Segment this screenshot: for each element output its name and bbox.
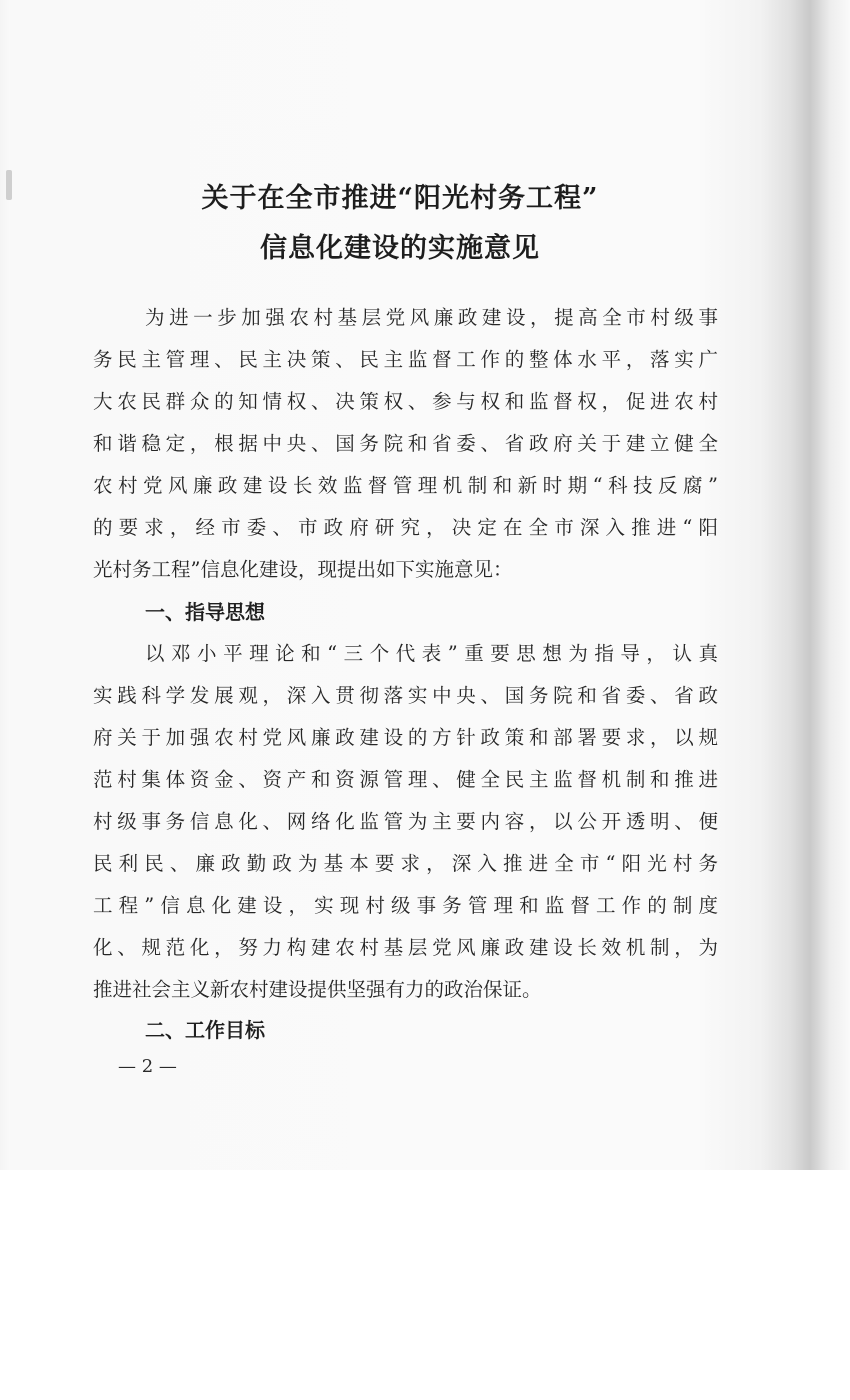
section1-line: 化、规范化，努力构建农村基层党风廉政建设长效机制，为 (93, 936, 718, 959)
section1-line: 府关于加强农村党风廉政建设的方针政策和部署要求，以规 (93, 726, 718, 749)
intro-line: 大农民群众的知情权、决策权、参与权和监督权，促进农村 (93, 390, 718, 413)
section1-line: 范村集体资金、资产和资源管理、健全民主监督机制和推进 (93, 768, 718, 791)
section1-line: 工程”信息化建设，实现村级事务管理和监督工作的制度 (93, 894, 718, 917)
section1-line: 实践科学发展观，深入贯彻落实中央、国务院和省委、省政 (93, 684, 718, 707)
intro-line: 和谐稳定，根据中央、国务院和省委、省政府关于建立健全 (93, 432, 718, 455)
intro-line: 为进一步加强农村基层党风廉政建设，提高全市村级事 (145, 306, 718, 329)
intro-line: 光村务工程”信息化建设，现提出如下实施意见： (93, 558, 513, 581)
section1-line: 以邓小平理论和“三个代表”重要思想为指导，认真 (145, 642, 718, 665)
page-number: — 2 — (118, 1056, 177, 1077)
document-title-line-1: 关于在全市推进“阳光村务工程” (201, 183, 599, 214)
document-title-line-2: 信息化建设的实施意见 (260, 233, 540, 264)
section1-line: 村级事务信息化、网络化监管为主要内容，以公开透明、便 (93, 810, 718, 833)
intro-line: 农村党风廉政建设长效监督管理机制和新时期“科技反腐” (93, 474, 718, 497)
intro-line: 的要求，经市委、市政府研究，决定在全市深入推进“阳 (93, 516, 718, 539)
section-heading-guiding-thought: 一、指导思想 (145, 600, 265, 624)
section-heading-work-goals: 二、工作目标 (145, 1018, 265, 1042)
intro-line: 务民主管理、民主决策、民主监督工作的整体水平，落实广 (93, 348, 718, 371)
section1-line: 民利民、廉政勤政为基本要求，深入推进全市“阳光村务 (93, 852, 718, 875)
section1-line: 推进社会主义新农村建设提供坚强有力的政治保证。 (93, 978, 542, 1001)
